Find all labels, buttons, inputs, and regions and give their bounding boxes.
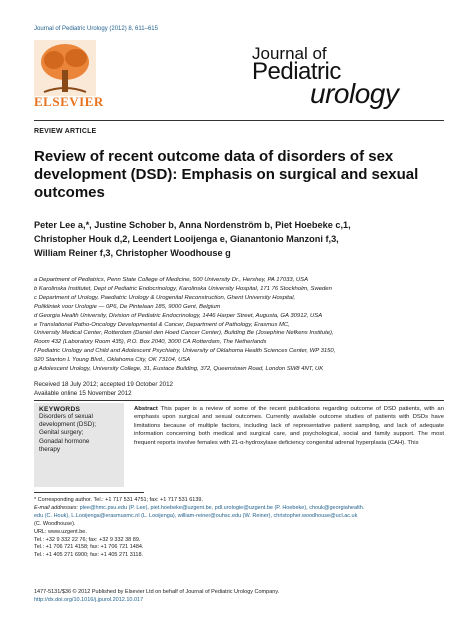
email-links[interactable]: edu (C. Houk), L.Looijenga@erasmusmc.nl (L. Looijenga), william-reiner@ouhsc.edu (W. Reiner), christopher.woodhouse@ucl.ac.uk [34, 512, 358, 519]
doi-link[interactable]: http://dx.doi.org/10.1016/j.jpurol.2012.10.017 [34, 596, 144, 603]
affiliations [34, 276, 444, 374]
affiliation: c Department of Urology, Paediatric Urology & Urogenital Reconstruction, Ghent University Hospital, [34, 294, 296, 301]
journal-reference[interactable]: Journal of Pediatric Urology (2012) 8, 611–615 [34, 26, 158, 32]
abstract-divider [34, 400, 444, 401]
affiliation: a Department of Pediatrics, Penn State College of Medicine, 500 University Dr., Hershey, PA 17033, USA [34, 277, 309, 283]
footnote-divider [34, 492, 144, 493]
journal-title-line2: Pediatric [252, 58, 341, 85]
affiliation: f Pediatric Urology and Child and Adolescent Psychiatry, University of Oklahoma Health Sciences Center, WP 3150, [34, 348, 336, 355]
affiliation: Polikliniek voor Urologie — 0P6, De Pintelaan 185, 9000 Gent, Belgium [34, 303, 221, 310]
email-links[interactable]: plee@hmc.psu.edu (P. Lee), piet.hoebeke@uzgent.be, pdl.urologie@uzgent.be (P. Hoebeke), chouk@georgiahealth. [79, 504, 365, 511]
footnote-1: Tel.: +32 9 332 22 76; fax: +32 9 332 38 89. [34, 536, 141, 543]
received-date: Received 18 July 2012; accepted 19 October 2012 [34, 381, 173, 388]
keyword-item[interactable]: Genital surgery; [39, 429, 84, 437]
author-line[interactable]: Peter Lee a,*, Justine Schober b, Anna Nordenström b, Piet Hoebeke c,1, [34, 220, 351, 230]
author-line[interactable]: William Reiner f,3, Christopher Woodhouse g [34, 248, 231, 258]
affiliation: e Translational Patho-Oncology Developmental & Cancer, Department of Pathology, Erasmus MC, [34, 321, 290, 328]
affiliation: d Georgia Health University, Division of Pediatric Endocrinology, 1446 Harper Street, Augusta, GA 30912, USA [34, 312, 323, 319]
journal-title-line3: urology [310, 78, 399, 109]
keyword-item[interactable]: development (DSD); [39, 421, 97, 429]
affiliation: University Medical Center, Rotterdam (Daniel den Hoed Cancer Center), Building Be (Josephine Nefkens Institute), [34, 330, 334, 337]
keywords-heading: KEYWORDS [39, 406, 81, 413]
keyword-item[interactable]: therapy [39, 445, 61, 453]
elsevier-tree-icon [34, 40, 96, 96]
copyright [34, 589, 444, 605]
abstract-text: This paper is a review of some of the recent publications regarding outcome of DSD patients, with an emphasis upon surgical and sexual outcomes. Currently available outcome studies of patients with DSDs have limitations because of multiple factors, including lack of representative patient sampling, and lack of adequate information concerning both medical and surgical care, and psychological, social and family support. The most frequent reports involve females with 21-α-hydroxylase deficiency congenital adrenal hyperplasia (CAH). This [134, 406, 444, 446]
masthead [34, 40, 444, 116]
email-addresses [34, 505, 444, 513]
keyword-item[interactable]: Gonadal hormone [39, 437, 90, 445]
author-line[interactable]: Christopher Houk d,2, Leendert Looijenga e, Gianantonio Manzoni f,3, [34, 234, 339, 244]
elsevier-logo[interactable] [34, 40, 106, 110]
header-divider [34, 120, 444, 121]
keyword-item[interactable]: Disorders of sexual [39, 413, 93, 420]
journal-title-line1: Journal of [252, 44, 327, 63]
affiliation: 920 Stanton L Young Blvd., Oklahoma City, OK 73104, USA [34, 357, 191, 364]
footnote-3: Tel.: +1 405 271 6900; fax: +1 405 271 3118. [34, 552, 144, 559]
online-date: Available online 15 November 2012 [34, 390, 132, 397]
url-note[interactable]: URL: www.uzgent.be. [34, 528, 87, 535]
article-title: Review of recent outcome data of disorders of sex development (DSD): Emphasis on surgical and sexual outcomes [34, 148, 419, 201]
keywords-box [34, 403, 124, 487]
elsevier-wordmark: ELSEVIER [34, 94, 104, 109]
copyright-line: 1477-5131/$36 © 2012 Published by Elsevier Ltd on behalf of Journal of Pediatric Urology Company. [34, 589, 280, 595]
affiliation: b Karolinska Institutet, Dept of Pediatric Endocrinology, Karolinska University Hospital, 171 76 Stockholm, Sweden [34, 285, 332, 292]
email-label: E-mail addresses: [34, 504, 79, 511]
article-dates [34, 380, 173, 398]
email-links: (C. Woodhouse). [34, 520, 76, 527]
abstract-heading: Abstract [134, 406, 158, 412]
affiliation: Room 432 (Laboratory Room 435), P.O. Box 2040, 3000 CA Rotterdam, The Netherlands [34, 339, 267, 346]
affiliation: g Adolescent Urology, University College, 31, Eustace Building, 372, Queenstown Road, London SW8 4NT, UK [34, 366, 324, 373]
author-list [34, 218, 444, 260]
footnotes [34, 497, 444, 560]
abstract [134, 405, 444, 447]
footnote-2: Tel.: +1 706 721 4158; fax: +1 706 721 1484. [34, 544, 144, 551]
corresponding-author-note: * Corresponding author. Tel.: +1 717 531 4751; fax: +1 717 531 6139. [34, 497, 204, 503]
article-type: REVIEW ARTICLE [34, 128, 97, 135]
